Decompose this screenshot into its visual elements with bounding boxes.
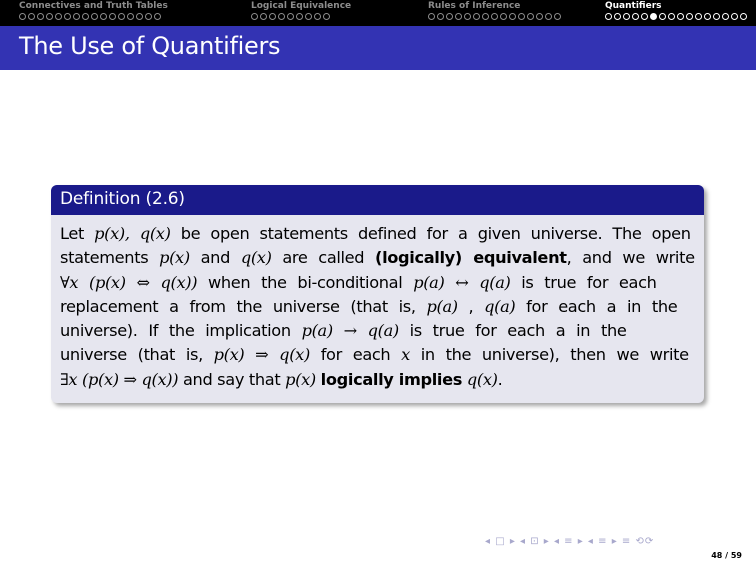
nav-dot-slide[interactable] xyxy=(641,13,648,20)
nav-section-title[interactable]: Logical Equivalence xyxy=(251,1,352,11)
math-expression: p(a) ↔ q(a) xyxy=(413,272,511,292)
nav-dot-slide[interactable] xyxy=(527,13,534,20)
nav-slide-dots[interactable] xyxy=(251,13,332,23)
nav-dot-slide[interactable] xyxy=(91,13,98,20)
nav-dot-slide[interactable] xyxy=(659,13,666,20)
nav-dot-slide[interactable] xyxy=(305,13,312,20)
nav-dot-slide[interactable] xyxy=(55,13,62,20)
nav-dot-slide[interactable] xyxy=(731,13,738,20)
nav-dot-slide[interactable] xyxy=(695,13,702,20)
nav-dot-slide[interactable] xyxy=(100,13,107,20)
nav-dot-slide[interactable] xyxy=(437,13,444,20)
nav-dot-slide[interactable] xyxy=(455,13,462,20)
definition-line-text: statements p(x) and q(x) are called (logically) equivalent, and we write xyxy=(60,248,695,268)
nav-dot-slide[interactable] xyxy=(545,13,552,20)
definition-heading: Definition (2.6) xyxy=(60,189,185,209)
math-expression: ∃x (p(x) ⇒ q(x)) xyxy=(60,369,179,389)
nav-dot-slide[interactable] xyxy=(623,13,630,20)
nav-dot-slide[interactable] xyxy=(518,13,525,20)
definition-heading-bar xyxy=(51,185,704,215)
nav-dot-slide[interactable] xyxy=(46,13,53,20)
math-expression: p(x) ⇒ q(x) xyxy=(213,345,310,365)
nav-dot-slide[interactable] xyxy=(269,13,276,20)
math-expression: p(a) xyxy=(426,296,458,316)
math-expression: q(x) xyxy=(240,248,272,268)
nav-dot-slide[interactable] xyxy=(500,13,507,20)
nav-dot-slide[interactable] xyxy=(482,13,489,20)
nav-section-title[interactable]: Rules of Inference xyxy=(428,1,521,11)
nav-dot-slide[interactable] xyxy=(145,13,152,20)
nav-dot-slide[interactable] xyxy=(722,13,729,20)
definition-line xyxy=(60,222,696,246)
nav-dot-slide[interactable] xyxy=(740,13,747,20)
nav-dot-slide[interactable] xyxy=(136,13,143,20)
nav-dot-slide[interactable] xyxy=(428,13,435,20)
nav-dot-slide[interactable] xyxy=(109,13,116,20)
definition-line-text: ∃x (p(x) ⇒ q(x)) and say that p(x) logically implies q(x). xyxy=(60,369,503,389)
nav-dot-slide[interactable] xyxy=(464,13,471,20)
definition-line-text: replacement a from the universe (that is, p(a) , q(a) for each a in the xyxy=(60,296,678,316)
definition-line-text: universe (that is, p(x) ⇒ q(x) for each x in the universe), then we write xyxy=(60,345,689,365)
nav-dot-slide[interactable] xyxy=(154,13,161,20)
page-number: 48 / 59 xyxy=(711,551,742,560)
math-expression: p(a) → q(a) xyxy=(301,321,399,341)
nav-dot-slide[interactable] xyxy=(491,13,498,20)
nav-dot-slide[interactable] xyxy=(314,13,321,20)
nav-dot-slide[interactable] xyxy=(632,13,639,20)
nav-dot-slide[interactable] xyxy=(73,13,80,20)
nav-dot-slide[interactable] xyxy=(19,13,26,20)
math-expression: ∀x (p(x) ⇔ q(x)) xyxy=(60,272,198,292)
nav-dot-slide[interactable] xyxy=(509,13,516,20)
frame-title-bar xyxy=(0,26,756,70)
definition-line xyxy=(60,271,696,295)
nav-dot-slide[interactable] xyxy=(260,13,267,20)
nav-dot-slide[interactable] xyxy=(323,13,330,20)
nav-slide-dots[interactable] xyxy=(605,13,749,23)
math-expression: p(x) xyxy=(285,369,316,389)
definition-body xyxy=(51,215,704,392)
nav-dot-slide[interactable] xyxy=(64,13,71,20)
math-expression: x xyxy=(401,345,410,365)
bold-term: (logically) equivalent xyxy=(375,248,567,268)
definition-line-text: ∀x (p(x) ⇔ q(x)) when the bi-conditional p(a) ↔ q(a) is true for each xyxy=(60,272,657,292)
nav-slide-dots[interactable] xyxy=(19,13,163,23)
nav-dot-slide[interactable] xyxy=(677,13,684,20)
nav-dot-slide[interactable] xyxy=(118,13,125,20)
definition-line xyxy=(60,246,696,270)
math-expression: p(x), q(x) xyxy=(94,224,171,243)
bold-term: logically implies xyxy=(320,369,463,389)
nav-dot-slide[interactable] xyxy=(37,13,44,20)
nav-dot-slide[interactable] xyxy=(614,13,621,20)
math-expression: q(a) xyxy=(484,296,516,316)
definition-line xyxy=(60,343,696,367)
nav-dot-slide[interactable] xyxy=(605,13,612,20)
navigation-bar xyxy=(0,0,756,26)
nav-dot-slide[interactable] xyxy=(287,13,294,20)
nav-dot-slide[interactable] xyxy=(686,13,693,20)
nav-section-title[interactable]: Connectives and Truth Tables xyxy=(19,1,168,11)
nav-slide-dots[interactable] xyxy=(428,13,563,23)
definition-line-text: universe). If the implication p(a) → q(a) is true for each a in the xyxy=(60,321,627,341)
nav-dot-slide[interactable] xyxy=(554,13,561,20)
definition-line-text: Let p(x), q(x) be open statements defined for a given universe. The open xyxy=(60,224,691,243)
nav-dot-slide[interactable] xyxy=(82,13,89,20)
nav-section-title[interactable]: Quantifiers xyxy=(605,1,662,11)
nav-dot-current-slide[interactable] xyxy=(650,13,657,20)
nav-dot-slide[interactable] xyxy=(127,13,134,20)
beamer-navigation-symbols[interactable]: ◂ □ ▸ ◂ ⊡ ▸ ◂ ≡ ▸ ◂ ≡ ▸ ≡ ⟲⟳ xyxy=(485,536,655,547)
definition-block xyxy=(51,185,704,403)
nav-dot-slide[interactable] xyxy=(713,13,720,20)
nav-dot-slide[interactable] xyxy=(28,13,35,20)
nav-dot-slide[interactable] xyxy=(668,13,675,20)
nav-dot-slide[interactable] xyxy=(296,13,303,20)
math-expression: p(x) xyxy=(159,248,190,268)
frame-title: The Use of Quantifiers xyxy=(19,32,281,60)
definition-line xyxy=(60,368,696,392)
definition-line xyxy=(60,319,696,343)
nav-dot-slide[interactable] xyxy=(473,13,480,20)
nav-dot-slide[interactable] xyxy=(446,13,453,20)
nav-dot-slide[interactable] xyxy=(251,13,258,20)
math-expression: q(x) xyxy=(466,369,498,389)
nav-dot-slide[interactable] xyxy=(278,13,285,20)
nav-dot-slide[interactable] xyxy=(536,13,543,20)
definition-line xyxy=(60,295,696,319)
nav-dot-slide[interactable] xyxy=(704,13,711,20)
